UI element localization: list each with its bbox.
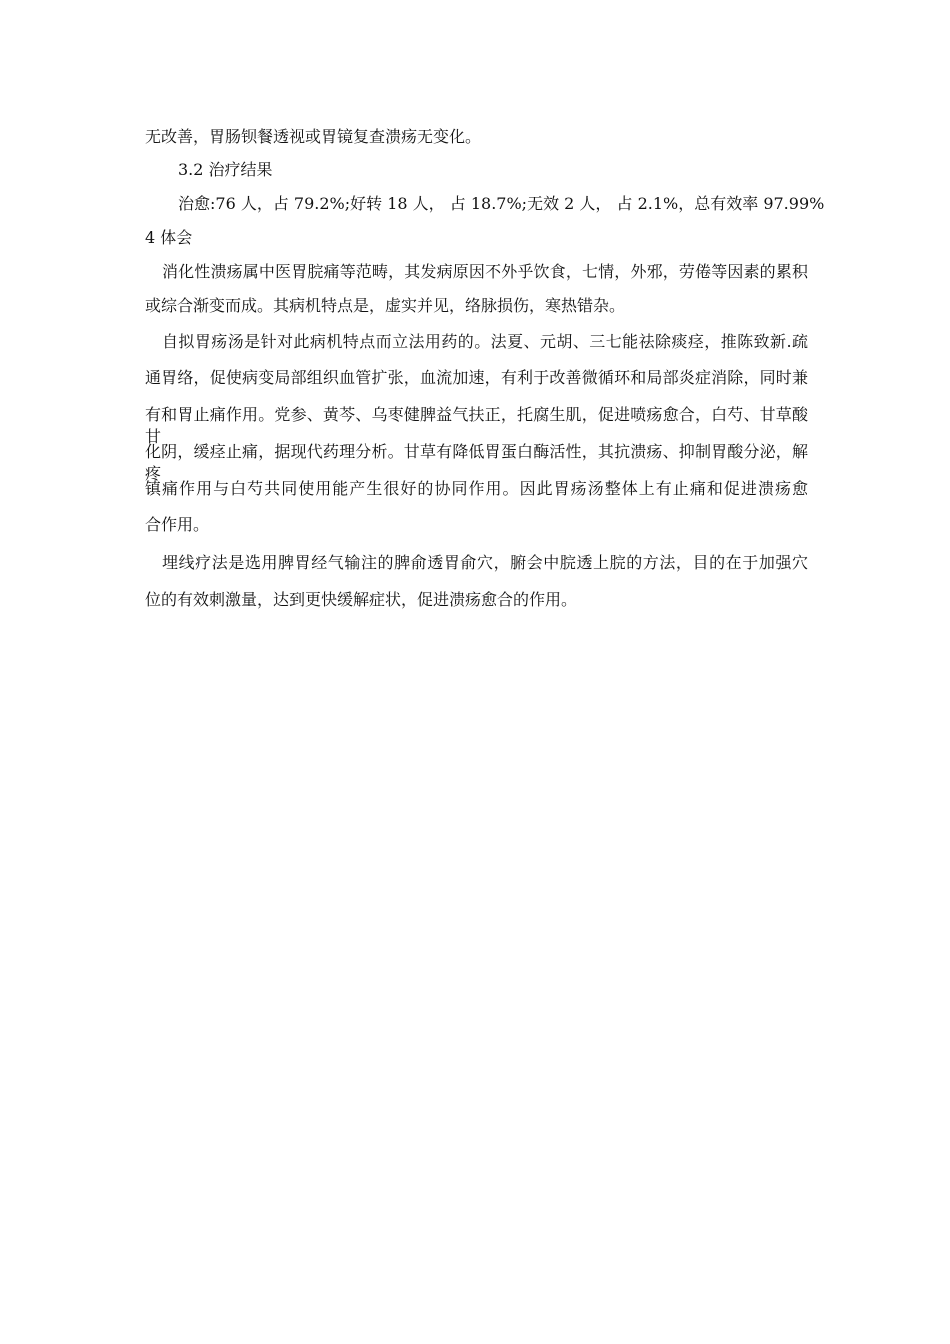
section-3-2-heading: 3.2 治疗结果 — [178, 160, 273, 179]
paragraph-line: 合作用。 — [145, 515, 210, 534]
paragraph-line: 埋线疗法是选用脾胃经气输注的脾俞透胃俞穴，腑会中脘透上脘的方法，目的在于加强穴 — [162, 553, 808, 572]
paragraph-line: 有和胃止痛作用。党参、黄芩、乌枣健脾益气扶正，托腐生肌，促进喷疡愈合，白芍、甘草酸甘 — [145, 405, 808, 446]
paragraph-line: 消化性溃疡属中医胃脘痛等范畴，其发病原因不外乎饮食，七情，外邪，劳倦等因素的累积 — [162, 262, 808, 281]
treatment-result-line: 治愈:76 人，占 79.2%;好转 18 人， 占 18.7%;无效 2 人， 占 2.1%，总有效率 97.99% — [178, 194, 825, 213]
continuation-line: 无改善，胃肠钡餐透视或胃镜复查溃疡无变化。 — [145, 127, 482, 146]
section-4-heading: 4 体会 — [145, 228, 193, 247]
paragraph-line: 或综合渐变而成。其病机特点是，虚实并见，络脉损伤，寒热错杂。 — [145, 296, 626, 315]
paragraph-line: 自拟胃疡汤是针对此病机特点而立法用药的。法夏、元胡、三七能祛除痰痉，推陈致新.疏 — [162, 332, 808, 351]
paragraph-line: 位的有效刺激量，达到更快缓解症状，促进溃疡愈合的作用。 — [145, 590, 578, 609]
paragraph-line: 化阴，缓痉止痛，据现代药理分析。甘草有降低胃蛋白酶活性，其抗溃疡、抑制胃酸分泌，解疼 — [145, 442, 808, 483]
paragraph-line: 镇痛作用与白芍共同使用能产生很好的协同作用。因此胃疡汤整体上有止痛和促进溃疡愈 — [145, 479, 808, 498]
paragraph-line: 通胃络，促使病变局部组织血管扩张，血流加速，有利于改善微循环和局部炎症消除，同时兼 — [145, 368, 808, 387]
